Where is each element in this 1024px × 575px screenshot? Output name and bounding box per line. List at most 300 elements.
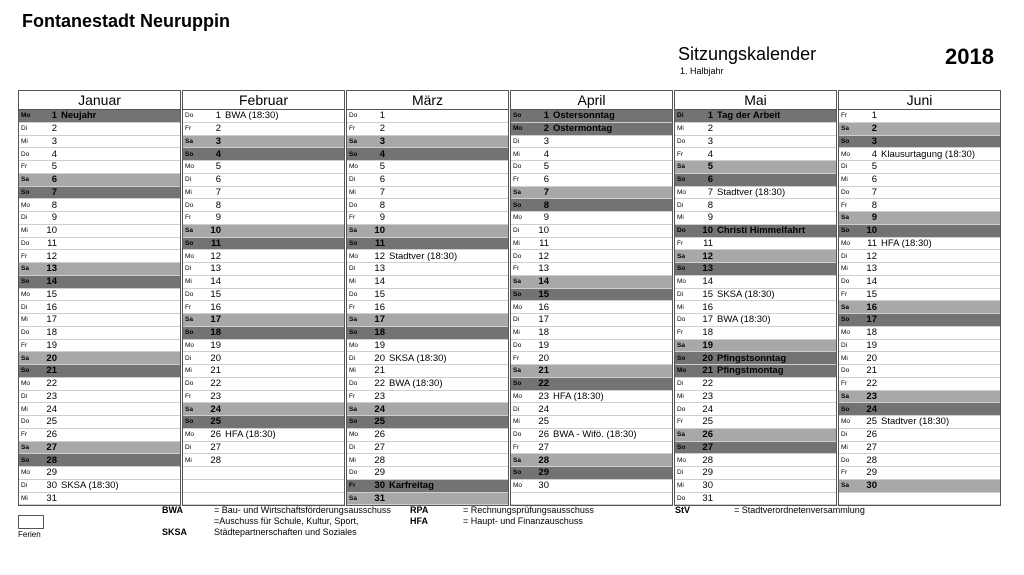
day-row [839, 289, 1000, 302]
day-number: 3 [379, 135, 385, 147]
day-event: Stadtver (18:30) [717, 186, 786, 198]
weekday-label: Mo [677, 456, 687, 464]
day-number: 25 [210, 416, 221, 428]
day-row [19, 493, 180, 506]
day-event: BWA - Wifö. (18:30) [553, 429, 637, 441]
day-row [675, 454, 836, 467]
day-row [511, 391, 672, 404]
month-header: Juni [839, 91, 1000, 110]
day-row [839, 327, 1000, 340]
day-row [183, 123, 344, 136]
day-number: 16 [538, 301, 549, 313]
day-number: 9 [871, 212, 877, 224]
day-row [511, 327, 672, 340]
day-number: 10 [866, 225, 877, 237]
weekday-label: Mo [513, 482, 523, 490]
weekday-label: Di [21, 392, 28, 400]
day-number: 7 [379, 186, 385, 198]
weekday-label: So [185, 150, 194, 158]
day-number: 2 [51, 123, 57, 135]
weekday-label: Mi [677, 392, 684, 400]
day-number: 27 [538, 441, 549, 453]
day-number: 26 [702, 429, 713, 441]
weekday-label: Do [349, 469, 358, 477]
day-number: 11 [47, 237, 57, 249]
weekday-label: Do [21, 418, 30, 426]
day-row [839, 238, 1000, 251]
weekday-label: Di [677, 380, 684, 388]
day-row [839, 467, 1000, 480]
day-number: 27 [46, 441, 57, 453]
day-number: 7 [215, 186, 221, 198]
weekday-label: Fr [349, 214, 356, 222]
day-row [511, 365, 672, 378]
day-row [183, 480, 344, 493]
legend-bwa-value: = Bau- und Wirtschaftsförderungsausschuss [214, 505, 391, 515]
day-row [839, 263, 1000, 276]
day-row [183, 365, 344, 378]
weekday-label: Mi [513, 150, 520, 158]
day-number: 13 [210, 263, 221, 275]
day-number: 29 [374, 467, 385, 479]
day-row [675, 467, 836, 480]
day-number: 20 [538, 352, 549, 364]
day-row [19, 454, 180, 467]
day-row [511, 263, 672, 276]
day-row [347, 480, 508, 493]
weekday-label: Fr [677, 418, 684, 426]
weekday-label: Fr [841, 290, 848, 298]
city-title: Fontanestadt Neuruppin [22, 11, 230, 31]
legend-stv-value: = Stadtverordnetenversammlung [734, 505, 865, 515]
day-number: 2 [215, 123, 221, 135]
day-number: 10 [702, 225, 713, 237]
day-row [675, 442, 836, 455]
day-number: 24 [210, 403, 221, 415]
day-row [511, 276, 672, 289]
weekday-label: Di [841, 252, 848, 260]
day-row [183, 174, 344, 187]
day-row [839, 225, 1000, 238]
day-row [347, 327, 508, 340]
weekday-label: So [513, 112, 522, 120]
day-row [511, 289, 672, 302]
calendar-year: 2018 [945, 44, 994, 69]
day-number: 8 [215, 199, 221, 211]
day-number: 30 [374, 480, 385, 492]
day-number: 3 [871, 135, 877, 147]
day-number: 27 [866, 441, 877, 453]
weekday-label: Di [21, 482, 28, 490]
weekday-label: Di [349, 354, 356, 362]
day-row [511, 378, 672, 391]
day-row [183, 403, 344, 416]
day-number: 25 [866, 416, 877, 428]
weekday-label: Fr [677, 329, 684, 337]
weekday-label: Fr [21, 163, 28, 171]
day-event: HFA (18:30) [553, 390, 604, 402]
day-row [183, 110, 344, 123]
weekday-label: Di [677, 201, 684, 209]
day-event: Stadtver (18:30) [389, 250, 458, 262]
weekday-label: So [677, 265, 686, 273]
day-number: 8 [379, 199, 385, 211]
day-event: Pfingstsonntag [717, 352, 787, 364]
weekday-label: Fr [185, 125, 192, 133]
day-number: 18 [210, 327, 221, 339]
day-row [347, 110, 508, 123]
day-number: 18 [46, 327, 57, 339]
day-number: 6 [871, 174, 877, 186]
day-number: 16 [702, 301, 713, 313]
day-number: 4 [379, 148, 385, 160]
day-row [183, 340, 344, 353]
weekday-label: So [841, 405, 850, 413]
day-row [347, 391, 508, 404]
day-row [839, 212, 1000, 225]
weekday-label: Mi [185, 278, 192, 286]
weekday-label: Sa [21, 265, 29, 273]
day-row [839, 340, 1000, 353]
weekday-label: Do [841, 456, 850, 464]
day-row [19, 289, 180, 302]
weekday-label: Fr [841, 112, 848, 120]
day-number: 29 [46, 467, 57, 479]
day-row [183, 276, 344, 289]
day-number: 17 [538, 314, 549, 326]
weekday-label: Do [513, 163, 522, 171]
day-row [19, 467, 180, 480]
day-row [347, 250, 508, 263]
day-number: 26 [46, 429, 57, 441]
day-number: 4 [543, 148, 549, 160]
day-number: 2 [379, 123, 385, 135]
day-row [839, 301, 1000, 314]
day-row [675, 174, 836, 187]
day-number: 26 [538, 429, 549, 441]
day-row [347, 199, 508, 212]
day-number: 28 [210, 454, 221, 466]
weekday-label: Do [185, 112, 194, 120]
day-number: 13 [866, 263, 877, 275]
day-row [839, 391, 1000, 404]
legend-rpa-key: RPA [410, 505, 429, 515]
month-header: Mai [675, 91, 836, 110]
day-number: 6 [707, 174, 713, 186]
day-event: Karfreitag [389, 480, 434, 492]
day-number: 1 [871, 110, 877, 122]
weekday-label: Do [677, 316, 686, 324]
day-row [839, 352, 1000, 365]
weekday-label: Do [185, 290, 194, 298]
weekday-label: Do [513, 341, 522, 349]
weekday-label: Di [841, 163, 848, 171]
day-row [347, 238, 508, 251]
day-event: Pfingstmontag [717, 365, 784, 377]
day-row [675, 250, 836, 263]
weekday-label: Mi [21, 137, 28, 145]
weekday-label: Mi [513, 418, 520, 426]
day-number: 12 [538, 250, 549, 262]
day-number: 24 [866, 403, 877, 415]
weekday-label: Mi [513, 329, 520, 337]
day-row [183, 314, 344, 327]
weekday-label: Di [677, 112, 684, 120]
day-row [839, 123, 1000, 136]
weekday-label: Mo [841, 329, 851, 337]
weekday-label: Mo [21, 290, 31, 298]
day-row [511, 238, 672, 251]
weekday-label: Di [21, 214, 28, 222]
day-row [675, 391, 836, 404]
day-number: 11 [374, 237, 385, 249]
weekday-label: Do [677, 227, 686, 235]
day-row [347, 365, 508, 378]
day-number: 28 [702, 454, 713, 466]
day-row [183, 238, 344, 251]
day-number: 15 [866, 288, 877, 300]
weekday-label: So [513, 201, 522, 209]
weekday-label: Fr [21, 252, 28, 260]
day-event: Neujahr [61, 110, 97, 122]
day-event: BWA (18:30) [225, 110, 279, 122]
weekday-label: Sa [349, 137, 357, 145]
weekday-label: Fr [513, 443, 520, 451]
day-row [183, 442, 344, 455]
day-row [675, 187, 836, 200]
weekday-label: Do [185, 201, 194, 209]
day-number: 22 [702, 378, 713, 390]
day-number: 22 [866, 378, 877, 390]
day-row [19, 391, 180, 404]
day-row [347, 276, 508, 289]
day-row [347, 136, 508, 149]
weekday-label: Di [185, 354, 192, 362]
day-row [19, 314, 180, 327]
day-number: 16 [866, 301, 877, 313]
day-row [511, 199, 672, 212]
weekday-label: Di [841, 431, 848, 439]
day-row [511, 493, 672, 506]
weekday-label: Mo [513, 392, 523, 400]
day-row [183, 212, 344, 225]
day-row [347, 467, 508, 480]
weekday-label: So [349, 239, 358, 247]
day-number: 25 [46, 416, 57, 428]
day-event: Ostersonntag [553, 110, 615, 122]
day-row [19, 442, 180, 455]
weekday-label: Di [513, 137, 520, 145]
month-column [182, 90, 345, 506]
day-row [511, 225, 672, 238]
day-number: 29 [702, 467, 713, 479]
day-number: 18 [538, 327, 549, 339]
day-number: 3 [51, 135, 57, 147]
day-number: 17 [866, 314, 877, 326]
day-number: 14 [702, 276, 713, 288]
weekday-label: Mo [841, 418, 851, 426]
weekday-label: So [841, 137, 850, 145]
month-column [18, 90, 181, 506]
day-event: SKSA (18:30) [389, 352, 447, 364]
weekday-label: Mo [841, 239, 851, 247]
day-row [511, 314, 672, 327]
weekday-label: So [513, 469, 522, 477]
weekday-label: Mi [185, 188, 192, 196]
day-number: 5 [215, 161, 221, 173]
day-row [839, 416, 1000, 429]
day-row [347, 225, 508, 238]
day-row [839, 136, 1000, 149]
weekday-label: Mi [677, 125, 684, 133]
day-number: 25 [538, 416, 549, 428]
day-number: 26 [210, 429, 221, 441]
day-number: 31 [702, 492, 713, 504]
weekday-label: So [21, 367, 30, 375]
weekday-label: Fr [349, 482, 356, 490]
weekday-label: Sa [185, 316, 193, 324]
weekday-label: Sa [677, 163, 685, 171]
day-number: 9 [379, 212, 385, 224]
month-column [510, 90, 673, 506]
day-number: 14 [538, 276, 549, 288]
day-row [183, 429, 344, 442]
weekday-label: Mi [21, 494, 28, 502]
weekday-label: Mo [513, 125, 523, 133]
day-number: 18 [866, 327, 877, 339]
weekday-label: Fr [513, 176, 520, 184]
weekday-label: Fr [513, 265, 520, 273]
weekday-label: So [21, 278, 30, 286]
day-row [511, 442, 672, 455]
day-row [675, 276, 836, 289]
weekday-label: Do [349, 290, 358, 298]
weekday-label: Fr [513, 354, 520, 362]
day-row [839, 174, 1000, 187]
day-number: 9 [543, 212, 549, 224]
calendar-subtitle: 1. Halbjahr [680, 66, 724, 76]
weekday-label: Di [21, 125, 28, 133]
weekday-label: Fr [21, 431, 28, 439]
day-number: 4 [871, 148, 877, 160]
weekday-label: Mi [185, 367, 192, 375]
day-event: Klausurtagung (18:30) [881, 148, 976, 160]
day-row [511, 429, 672, 442]
day-row [19, 352, 180, 365]
day-number: 5 [543, 161, 549, 173]
weekday-label: So [349, 418, 358, 426]
day-number: 15 [210, 288, 221, 300]
day-number: 28 [866, 454, 877, 466]
legend-bwa-key: BWA [162, 505, 183, 515]
day-row [675, 110, 836, 123]
day-number: 7 [543, 186, 549, 198]
day-number: 1 [707, 110, 713, 122]
day-row [183, 467, 344, 480]
weekday-label: So [185, 418, 194, 426]
day-number: 1 [215, 110, 221, 122]
weekday-label: So [677, 443, 686, 451]
day-event: SKSA (18:30) [717, 288, 775, 300]
day-number: 6 [543, 174, 549, 186]
month-column [838, 90, 1001, 506]
day-number: 24 [374, 403, 385, 415]
day-number: 8 [51, 199, 57, 211]
weekday-label: Do [677, 494, 686, 502]
month-header: März [347, 91, 508, 110]
weekday-label: Fr [185, 214, 192, 222]
day-number: 30 [538, 480, 549, 492]
day-row [347, 289, 508, 302]
day-number: 16 [46, 301, 57, 313]
day-number: 15 [374, 288, 385, 300]
month-header: Februar [183, 91, 344, 110]
day-number: 20 [210, 352, 221, 364]
day-number: 11 [539, 237, 549, 249]
day-number: 5 [51, 161, 57, 173]
day-number: 12 [702, 250, 713, 262]
day-row [511, 301, 672, 314]
day-row [511, 174, 672, 187]
weekday-label: Do [841, 367, 850, 375]
day-row [511, 467, 672, 480]
day-row [19, 123, 180, 136]
weekday-label: Mi [349, 278, 356, 286]
day-number: 19 [210, 339, 221, 351]
weekday-label: Mo [677, 188, 687, 196]
weekday-label: Mi [21, 405, 28, 413]
day-row [183, 161, 344, 174]
weekday-label: Di [185, 176, 192, 184]
day-number: 29 [538, 467, 549, 479]
day-number: 19 [374, 339, 385, 351]
day-number: 7 [871, 186, 877, 198]
legend-sksa-value-2: Städtepartnerschaften und Soziales [214, 527, 357, 537]
weekday-label: Mi [841, 443, 848, 451]
weekday-label: Do [21, 150, 30, 158]
day-number: 17 [374, 314, 385, 326]
day-row [511, 187, 672, 200]
day-number: 20 [46, 352, 57, 364]
day-row [183, 416, 344, 429]
day-number: 5 [871, 161, 877, 173]
day-event: Ostermontag [553, 123, 613, 135]
day-number: 12 [46, 250, 57, 262]
day-number: 13 [46, 263, 57, 275]
weekday-label: Sa [513, 278, 521, 286]
day-number: 28 [374, 454, 385, 466]
day-row [675, 327, 836, 340]
weekday-label: So [21, 188, 30, 196]
day-row [675, 378, 836, 391]
day-number: 21 [538, 365, 549, 377]
day-number: 29 [866, 467, 877, 479]
day-row [675, 301, 836, 314]
legend-sksa-key: SKSA [162, 527, 188, 537]
day-number: 7 [707, 186, 713, 198]
weekday-label: Do [513, 431, 522, 439]
day-row [19, 378, 180, 391]
day-number: 8 [543, 199, 549, 211]
weekday-label: So [513, 290, 522, 298]
day-event: HFA (18:30) [881, 237, 932, 249]
day-number: 22 [46, 378, 57, 390]
day-row [347, 416, 508, 429]
weekday-label: Di [841, 341, 848, 349]
day-row [347, 148, 508, 161]
weekday-label: Mi [349, 456, 356, 464]
day-number: 21 [702, 365, 713, 377]
